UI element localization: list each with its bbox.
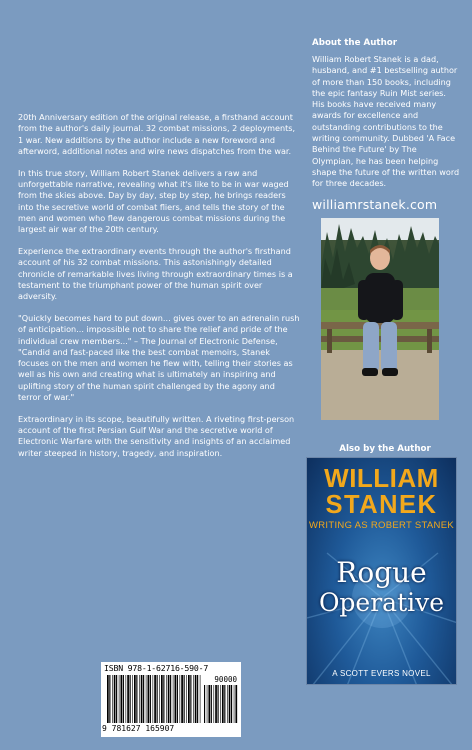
isbn-barcode — [101, 662, 241, 737]
cover-title-line2: Operative — [318, 588, 445, 617]
author-website: williamrstanek.com — [312, 196, 438, 212]
isbn-text: ISBN 978-1-62716-590-7 — [104, 663, 209, 673]
about-author-section — [312, 38, 460, 420]
description-paragraph-3: Experience the extraordinary events through the author's firsthand account of his 32 combat missions. This astonishingly detailed chronicle of remarkable lives living through extraordinary times is a testament to the triumphant power of the human spirit over adversity. — [18, 245, 293, 302]
main-barcode-bars — [107, 675, 201, 723]
description-review-quotes: "Quickly becomes hard to put down... gives over to an adrenalin rush of anticipation... impossible not to share the relief and pride of the individual crew members..." – The Journal of Electronic Defense, "Candid and fast-paced like the best combat memoirs, Stanek focuses on the men and women he flew with, telling their stories as well as his own and creating what is ultimately an inspiring and uplifting story of the human spirit challenged by the agony and terror of war." — [18, 312, 300, 403]
description-paragraph-1: 20th Anniversary edition of the original release, a firsthand account from the author's daily journal. 32 combat missions, 2 deployments, 1 war. New additions by the author include a new foreword and afterword, additional notes and wire news dispatches from the war. — [18, 112, 296, 156]
price-code: 90000 — [214, 675, 237, 684]
author-bio: William Robert Stanek is a dad, husband, and #1 bestselling author of more than 150 books, including the epic fantasy Ruin Mist series. His books have received many awards for excellence and outstanding contributions to the writing community. Dubbed 'A Face Behind the Future' by The Olympian, he has been helping shape the future of the written word for three decades. — [312, 54, 460, 189]
author-photo-illustration — [321, 218, 439, 420]
description-paragraph-2: In this true story, William Robert Stanek delivers a raw and unforgettable narrative, revealing what it's like to be in war waged from the skies above. Day by day, step by step, he brings readers into the secretive world of combat fliers, and tells the story of the men and women who flew dangerous combat missions during the largest air war of the 20th century. — [18, 167, 289, 235]
author-photo — [321, 218, 439, 420]
about-author-heading: About the Author — [312, 38, 398, 48]
related-book-cover — [306, 457, 457, 685]
cover-series: A SCOTT EVERS NOVEL — [332, 669, 431, 678]
description-paragraph-5: Extraordinary in its scope, beautifully written. A riveting first-person account of the first Persian Gulf War and the secretive world of Electronic Warfare with the sensitivity and insights of an acclaimed writer steeped in history, tragedy, and inspiration. — [18, 413, 295, 458]
barcode-digits: 9 781627 165907 — [102, 724, 175, 733]
cover-author-last: STANEK — [325, 491, 438, 519]
price-barcode-bars — [204, 685, 238, 723]
cover-author-first: WILLIAM — [324, 463, 439, 493]
also-by-author-heading: Also by the Author — [339, 444, 431, 454]
cover-title-line1: Rogue — [336, 556, 427, 589]
cover-pen-name: WRITING AS ROBERT STANEK — [309, 520, 454, 531]
book-description — [18, 112, 300, 470]
